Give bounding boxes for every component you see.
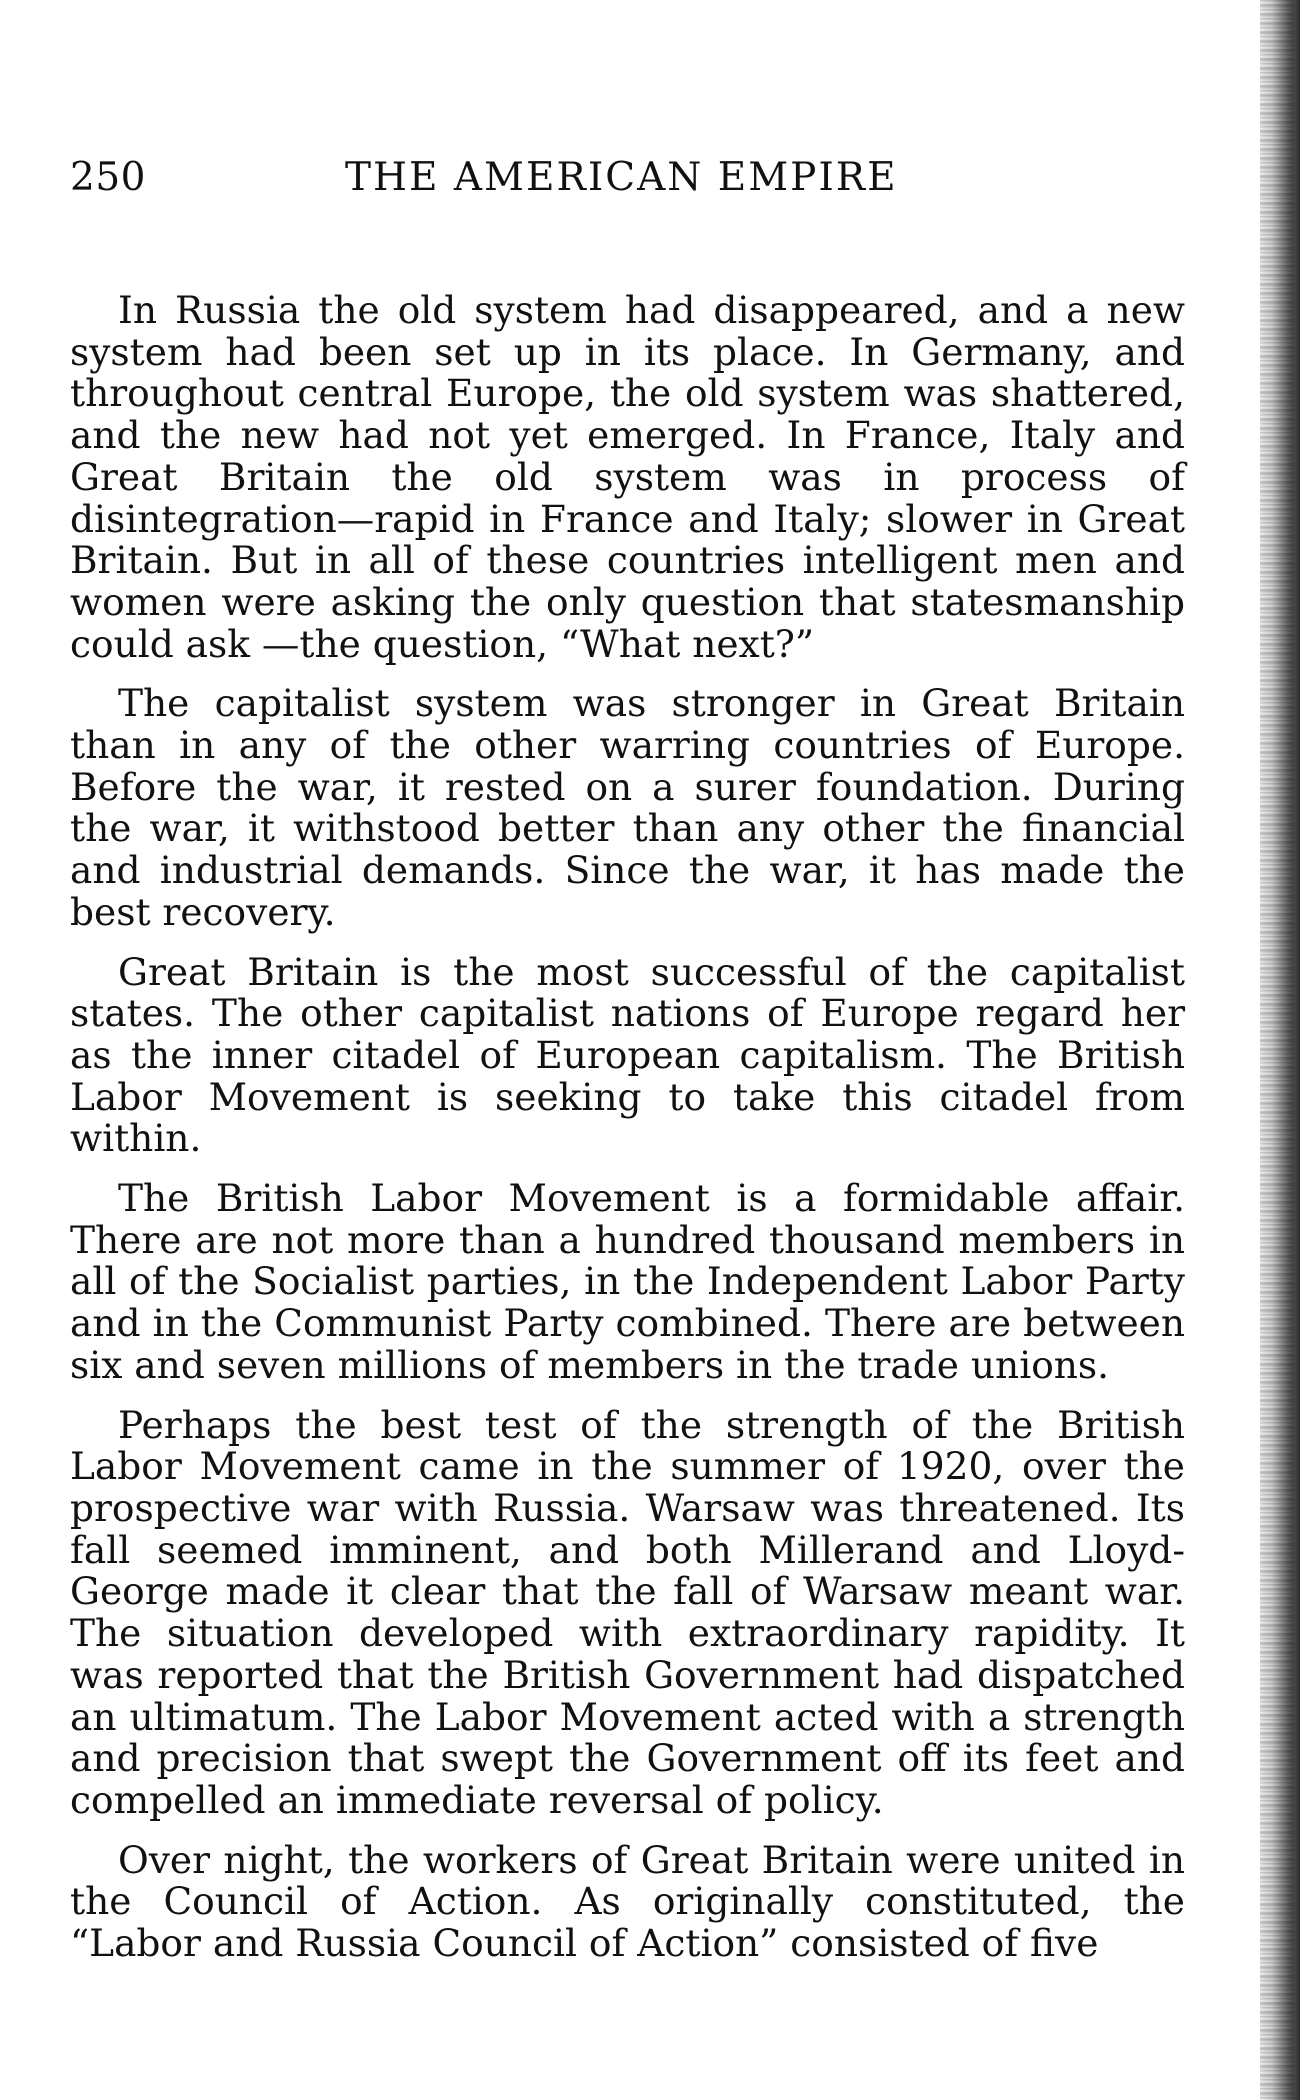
running-head: THE AMERICAN EMPIRE xyxy=(345,155,898,200)
paragraph-4: The British Labor Movement is a formidable affair. There are not more than a hundred thousand members in all of the Socialist parties, in the Independent Labor Party and in the Communist Party combined. There are between six and seven millions of members in the trade unions. xyxy=(70,1176,1185,1387)
paragraph-5: Perhaps the best test of the strength of the British Labor Movement came in the summer of 1920, over the prospective war with Russia. Warsaw was threatened. Its fall seemed imminent, and both Millerand and Lloyd-George made it clear that the fall of Warsaw meant war. The situation developed with extraordinary rapidity. It was reported that the British Government had dispatched an ultimatum. The Labor Movement acted with a strength and precision that swept the Government off its feet and compelled an immediate reversal of policy. xyxy=(70,1402,1185,1822)
paragraph-3: Great Britain is the most successful of the capitalist states. The other capitalist nations of Europe regard her as the inner citadel of European capitalism. The British Labor Movement is seeking to take this citadel from within. xyxy=(70,949,1185,1161)
paragraph-6: Over night, the workers of Great Britain were united in the Council of Action. As originally constituted, the “Labor and Russia Council of Action” consisted of five xyxy=(70,1837,1185,1966)
paragraph-2: The capitalist system was stronger in Great Britain than in any of the other warring countries of Europe. Before the war, it rested on a surer foundation. During the war, it withstood better than any other the financial and industrial demands. Since the war, it has made the best recovery. xyxy=(70,681,1185,934)
page-number: 250 xyxy=(70,155,146,200)
page-edge-texture xyxy=(1260,0,1294,2100)
paragraph-1: In Russia the old system had disappeared, and a new system had been set up in its place. In Germany, and throughout central Europe, the old system was shattered, and the new had not yet emerged. In France, Italy and Great Britain the old system was in process of disintegration—rapid in France and Italy; slower in Great Britain. But in all of these countries intelligent men and women were asking the only question that statesmanship could ask —the question, “What next?” xyxy=(70,288,1185,666)
body-text xyxy=(70,290,1185,1983)
